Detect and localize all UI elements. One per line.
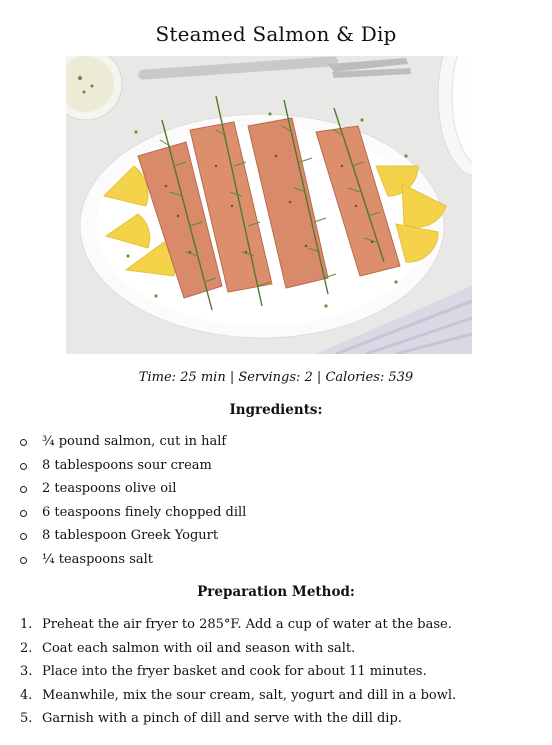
bullet-icon [20, 439, 27, 446]
step-number: 2. [20, 640, 33, 656]
step-number: 1. [20, 617, 33, 632]
ingredient-item: 6 teaspoons finely chopped dill [0, 504, 552, 528]
ingredients-list [0, 433, 552, 575]
step-text: Meanwhile, mix the sour cream, salt, yogurt and dill in a bowl. [42, 687, 457, 703]
step-number: 4. [20, 687, 33, 703]
ingredients-heading: Ingredients: [229, 402, 323, 418]
method-step [0, 663, 552, 687]
salmon-dish-photo [66, 56, 472, 354]
method-step [0, 687, 552, 711]
ingredient-item: 8 tablespoon Greek Yogurt [0, 527, 552, 551]
method-step [0, 616, 552, 640]
step-text: Place into the fryer basket and cook for about 11 minutes. [42, 664, 427, 680]
bullet-icon [20, 486, 27, 493]
bullet-icon [20, 557, 27, 564]
ingredient-item: ¼ teaspoons salt [0, 551, 552, 575]
recipe-title: Steamed Salmon & Dip [155, 22, 397, 46]
ingredient-item: 8 tablespoons sour cream [0, 457, 552, 481]
recipe-meta: Time: 25 min | Servings: 2 | Calories: 539 [138, 370, 414, 385]
step-text: Preheat the air fryer to 285°F. Add a cup of water at the base. [42, 617, 452, 632]
method-step [0, 710, 552, 734]
method-step [0, 640, 552, 664]
bullet-icon [20, 533, 27, 540]
bullet-icon [20, 463, 27, 470]
bullet-icon [20, 510, 27, 517]
method-steps-list [0, 616, 552, 734]
ingredient-item: 2 teaspoons olive oil [0, 480, 552, 504]
step-number: 5. [20, 711, 33, 727]
step-text: Coat each salmon with oil and season with salt. [42, 640, 356, 656]
ingredient-item: ¾ pound salmon, cut in half [0, 433, 552, 457]
step-number: 3. [20, 664, 33, 680]
step-text: Garnish with a pinch of dill and serve with the dill dip. [42, 711, 402, 727]
method-heading: Preparation Method: [197, 584, 355, 600]
